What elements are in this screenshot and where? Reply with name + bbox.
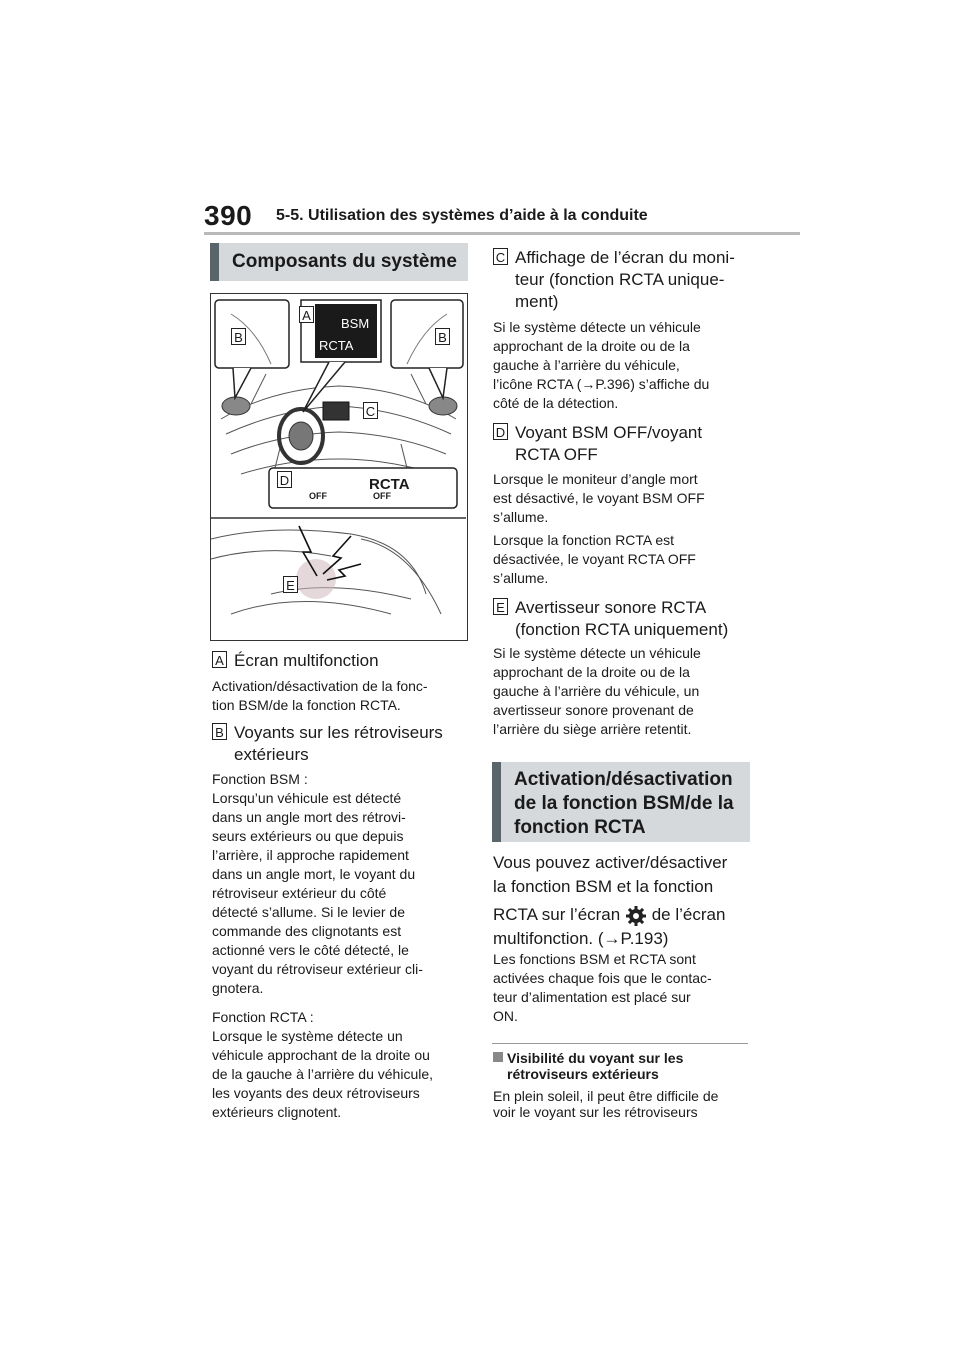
subhead-divider	[492, 1043, 748, 1044]
activation-line-3	[493, 903, 755, 927]
section-banner-activation: Activation/désactivation de la fonction BSM/de la fonction RCTA	[492, 762, 750, 842]
subhead-body: En plein soleil, il peut être difficile de voir le voyant sur les rétroviseurs	[493, 1088, 719, 1120]
item-b-title-text: Voyants sur les rétroviseurs extérieurs	[234, 723, 443, 764]
screen-bsm-text: BSM	[341, 316, 370, 331]
tag-e: E	[493, 598, 508, 615]
subhead-visibility	[493, 1050, 755, 1082]
gear-icon	[625, 905, 647, 927]
item-d-body-rcta: Lorsque la fonction RCTA est désactivée, le voyant RCTA OFF s’allume.	[493, 532, 696, 586]
tag-a: A	[212, 651, 227, 668]
tag-b: B	[212, 723, 227, 740]
item-c-body: Si le système détecte un véhicule approchant de la droite ou de la gauche à l’arrière du véhicule, l’icône RCTA (→P.396) s’affiche du côté de la détection.	[493, 319, 710, 411]
item-a-title-text: Écran multifonction	[234, 651, 379, 670]
activation-line-3a: RCTA sur l’écran	[493, 905, 621, 924]
item-a-body: Activation/désactivation de la fonc- tion BSM/de la fonction RCTA.	[212, 678, 428, 713]
activation-paragraph	[493, 851, 755, 951]
figure-label-c: C	[363, 402, 378, 419]
figure-label-b-left: B	[231, 328, 246, 345]
page-number: 390	[204, 200, 253, 231]
subhead-visibility-text: Visibilité du voyant sur les rétroviseurs extérieurs	[507, 1050, 684, 1082]
figure-label-b-right: B	[435, 328, 450, 345]
tag-c: C	[493, 248, 508, 265]
item-d-body-bsm: Lorsque le moniteur d’angle mort est désactivé, le voyant BSM OFF s’allume.	[493, 471, 705, 525]
item-c-title-text: Affichage de l’écran du moni- teur (fonction RCTA unique- ment)	[515, 248, 735, 311]
item-a-title	[212, 650, 472, 672]
item-b-body-bsm: Fonction BSM : Lorsqu’un véhicule est détecté dans un angle mort des rétrovi- seurs extérieurs ou que depuis l’arrière, il approche rapidement dans un angle mort, le voyant du rétroviseur extérieur du côté détecté s’allume. Si le levier de commande des clignotants est actionné vers le côté détecté, le voyant du rétroviseur extérieur cli- gnotera.	[212, 771, 423, 996]
item-c-title	[493, 247, 755, 313]
activation-line-4: multifonction. (→P.193)	[493, 929, 669, 948]
item-e-body: Si le système détecte un véhicule approchant de la droite ou de la gauche à l’arrière du véhicule, un avertisseur sonore provenant de l’arrière du siège arrière retentit.	[493, 645, 701, 737]
system-components-figure	[210, 293, 468, 641]
figure-label-e: E	[283, 576, 298, 593]
item-b-body-rcta: Fonction RCTA : Lorsque le système détecte un véhicule approchant de la droite ou de la gauche à l’arrière du véhicule, les voyants des deux rétroviseurs extérieurs clignotent.	[212, 1009, 434, 1120]
section-title: 5-5. Utilisation des systèmes d’aide à la conduite	[276, 207, 648, 224]
activation-line-1: Vous pouvez activer/désactiver	[493, 853, 728, 872]
item-e-title	[493, 597, 755, 641]
panel-bsm-off-text: OFF	[309, 491, 327, 501]
tag-d: D	[493, 423, 508, 440]
screen-rcta-text: RCTA	[319, 338, 354, 353]
section-banner-components: Composants du système	[210, 243, 468, 281]
item-e-title-text: Avertisseur sonore RCTA (fonction RCTA uniquement)	[515, 598, 729, 639]
figure-label-a: A	[299, 306, 314, 323]
item-d-title-text: Voyant BSM OFF/voyant RCTA OFF	[515, 423, 703, 464]
activation-note: Les fonctions BSM et RCTA sont activées chaque fois que le contac- teur d’alimentation est placé sur ON.	[493, 951, 712, 1024]
panel-rcta-text: RCTA	[369, 476, 410, 493]
figure-label-d: D	[277, 471, 292, 488]
activation-line-3b: de l’écran	[651, 905, 726, 924]
square-bullet-icon	[493, 1052, 503, 1062]
header-divider	[204, 232, 800, 235]
item-b-title	[212, 722, 472, 766]
panel-rcta-off-text: OFF	[373, 491, 391, 501]
item-d-title	[493, 422, 755, 466]
activation-line-2: la fonction BSM et la fonction	[493, 877, 714, 896]
